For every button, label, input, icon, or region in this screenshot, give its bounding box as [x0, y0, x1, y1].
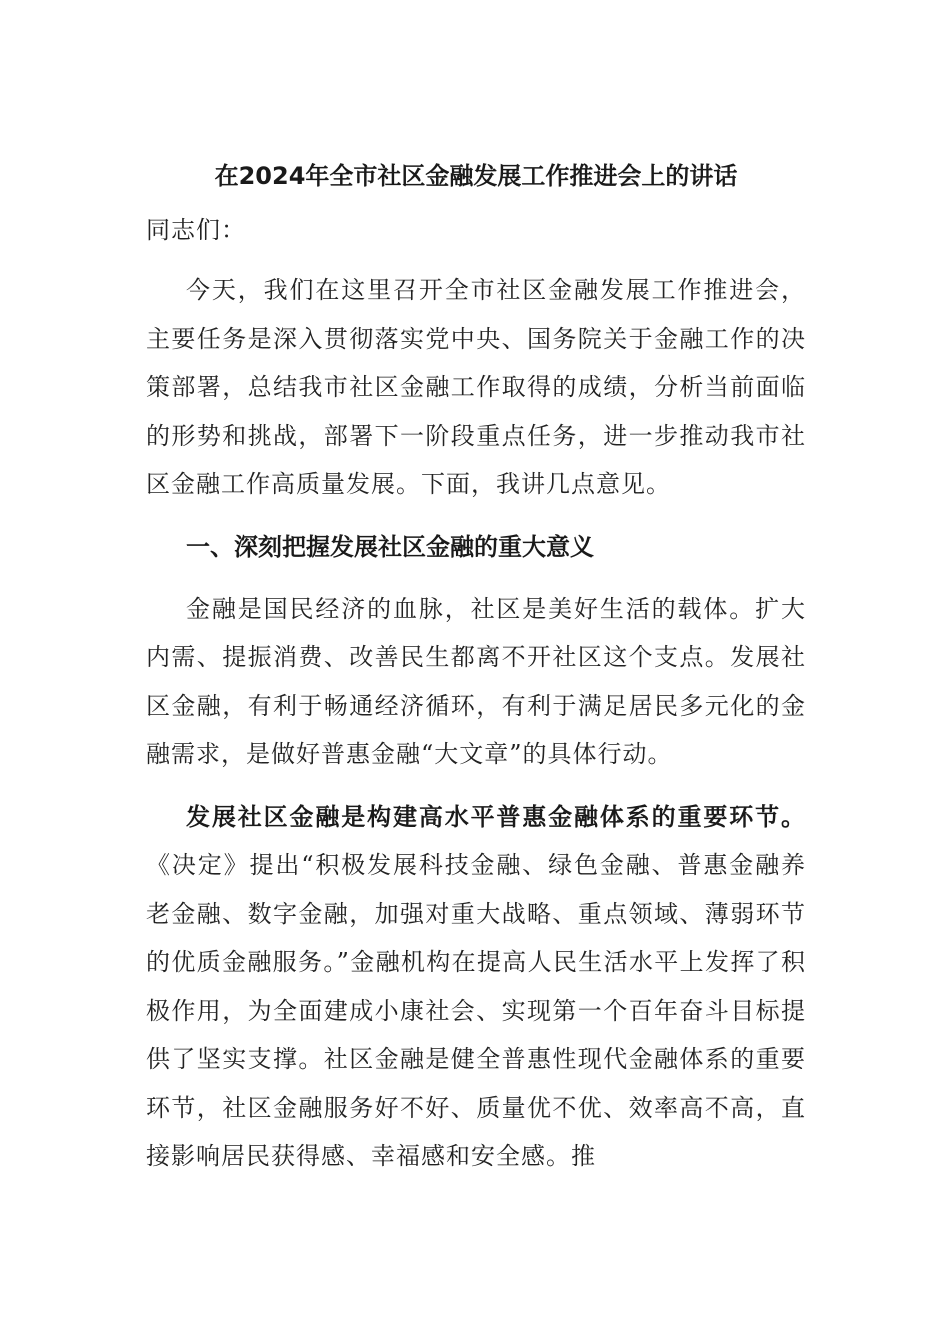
section-heading-1: 一、深刻把握发展社区金融的重大意义: [186, 532, 594, 561]
section1-paragraph-2: [146, 793, 806, 1181]
salutation: 同志们：: [146, 216, 246, 244]
paragraph-lead-sentence: 发展社区金融是构建高水平普惠金融体系的重要环节。: [186, 802, 806, 831]
document-body: [146, 152, 806, 1195]
intro-paragraph: 今天，我们在这里召开全市社区金融发展工作推进会，主要任务是深入贯彻落实党中央、国务院关于金融工作的决策部署，总结我市社区金融工作取得的成绩，分析当前面临的形势和挑战，部署下一阶段重点任务，进一步推动我市社区金融工作高质量发展。下面，我讲几点意见。: [146, 276, 806, 498]
document-title: 在2024年全市社区金融发展工作推进会上的讲话: [214, 162, 738, 190]
paragraph-body-text: 《决定》提出“积极发展科技金融、绿色金融、普惠金融养老金融、数字金融，加强对重大战略、重点领域、薄弱环节的优质金融服务。”金融机构在提高人民生活水平上发挥了积极作用，为全面建成小康社会、实现第一个百年奋斗目标提供了坚实支撑。社区金融是健全普惠性现代金融体系的重要环节，社区金融服务好不好、质量优不优、效率高不高，直接影响居民获得感、幸福感和安全感。推: [146, 851, 806, 1170]
section1-paragraph-1: 金融是国民经济的血脉，社区是美好生活的载体。扩大内需、提振消费、改善民生都离不开社区这个支点。发展社区金融，有利于畅通经济循环，有利于满足居民多元化的金融需求，是做好普惠金融“大文章”的具体行动。: [146, 594, 806, 768]
